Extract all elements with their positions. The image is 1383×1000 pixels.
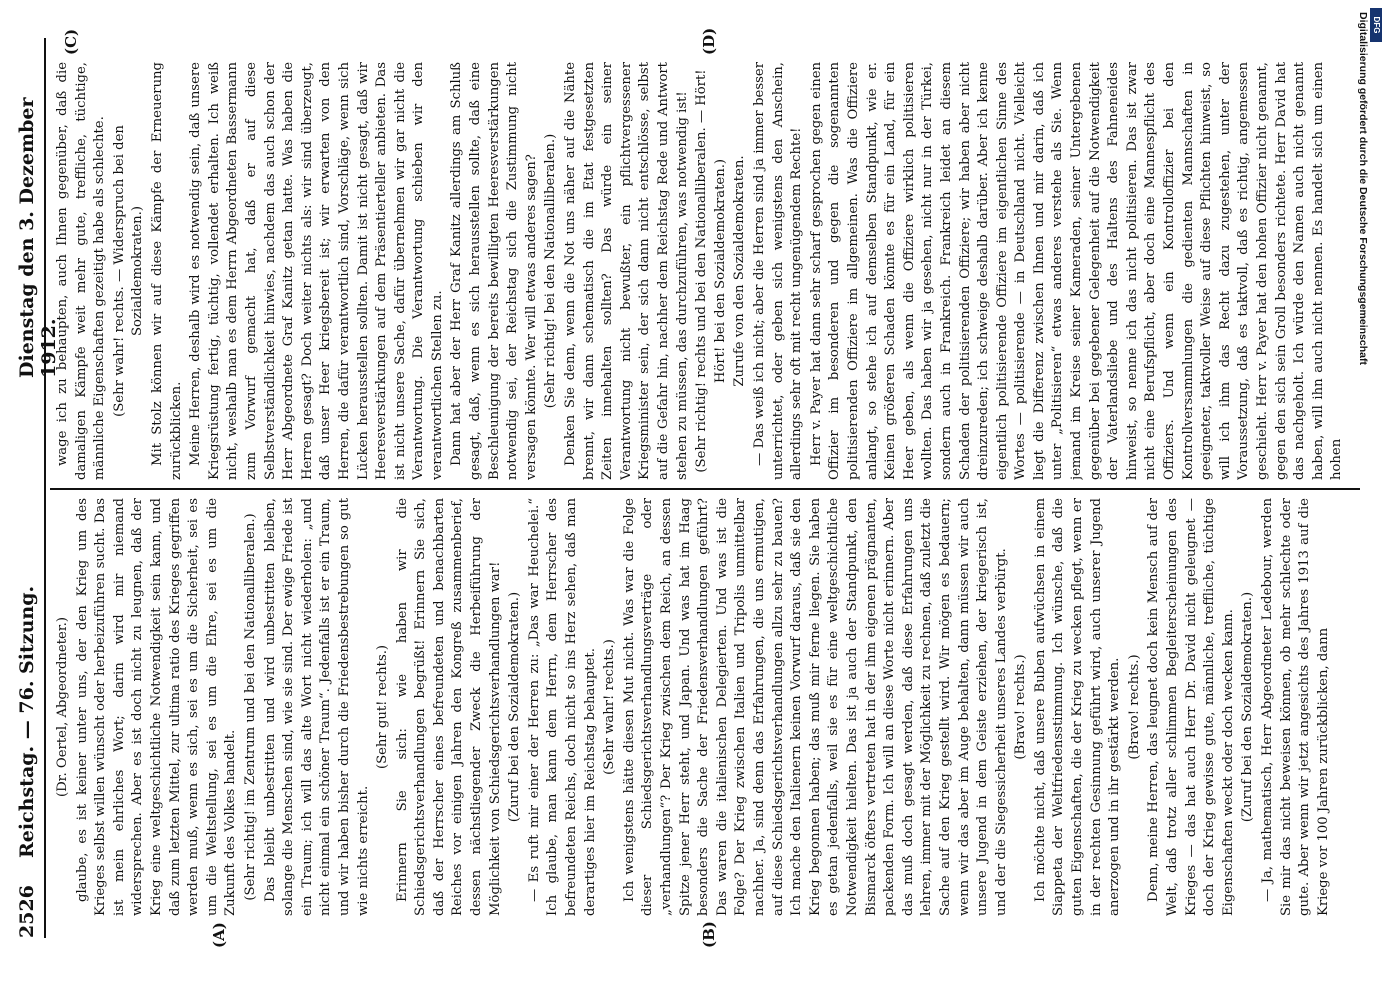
paragraph: Denken Sie denn, wenn die Not uns näher auf die Nähte brennt, wir dann schematisch die im Etat festgesetzten Zeiten innehalten sollten? Das würde ein seiner Verantwortung nicht bewußter, ein pflichtvergessener Kriegsminister sein, der sich dann nicht entschlösse, selbst auf die Gefahr hin, nachher dem Reichstag Rede und Antwort stehen zu müssen, das durchzuführen, was notwendig ist!	[563, 62, 690, 480]
header-left-title: Reichstag. — 76. Sitzung.	[16, 585, 38, 858]
interjection: (Zuruf bei den Sozialdemokraten.)	[1240, 591, 1256, 823]
digitization-caption	[1357, 12, 1369, 992]
dfg-logo	[1370, 8, 1382, 42]
paragraph: Das bleibt unbestritten und wird unbestritten bleiben, solange die Menschen sind, wie sie sind. Der ewige Friede ist ein Traum; ich will das alte Wort nicht wiederholen: „und nicht einmal ein schöner Traum“. Jedenfalls ist er ein Traum, und wir haben bisher durch die Friedensbestrebungen so gut wie nichts erreicht.	[262, 498, 371, 916]
margin-marker-b: (B)	[700, 921, 718, 948]
interjection: (Sehr gut! rechts.)	[375, 644, 391, 770]
interjection: (Sehr richtig! rechts und bei den Nationalliberalen. — Hört! Hört! bei den Sozialdemokraten.)	[694, 69, 728, 473]
interjection: (Sehr wahr! rechts. — Widerspruch bei den Sozialdemokraten.)	[111, 125, 146, 417]
paragraph: — Das weiß ich nicht; aber die Herren sind ja immer besser unterrichtet, oder geben sich wenigstens den Anschein, allerdings sehr oft mit recht ungenügendem Rechte!	[751, 62, 805, 480]
left-text-column	[54, 498, 1354, 916]
paragraph: Herr v. Payer hat dann sehr scharf gesprochen gegen einen Offizier im besonderen und gegen die sogenannten politisierenden Offiziere im allgemeinen. Was die Offiziere anlangt, so stehe ich auf demselben Standpunkt, wie er. Keinen größeren Schaden könnte es für ein Land, für ein Heer geben, als wenn die Offiziere wirklich politisieren wollten. Das haben wir ja gesehen, nicht nur in der Türkei, sondern auch in Frankreich. Frankreich leidet an diesem Schaden der politisierenden Offiziere; wir haben aber nicht dreinzureden; ich schweige deshalb darüber. Aber ich kenne eigentlich politisierende Offiziere im eigentlichen Sinne des Wortes — politisierende — in Deutschland nicht. Vielleicht liegt die Differenz zwischen Ihnen und mir darin, daß ich unter „Politisieren“ etwas anderes verstehe als Sie. Wenn jemand im Kreise seiner Kameraden, seiner Untergebenen gegenüber bei gegebener Gelegenheit auf die Notwendigkeit der Vaterlandsliebe und des Haltens des Fahneneides hinweist, so nenne ich das nicht politisieren. Das ist zwar nicht eine Berufspflicht, aber doch eine Mannespflicht des Offiziers. Und wenn ein Kontrolloffizier bei den Kontrollversammlungen die gedienten Mannschaften in geeigneter, taktvoller Weise auf diese Pflichten hinweist, so will ich ihm das Recht dazu zugestehen, unter der Voraussetzung, daß es taktvoll, daß es richtig, angemessen geschieht. Herr v. Payer hat den hohen Offizier nicht genannt, gegen den sich sein Groll besonders richtete. Herr David hat das nachgeholt. Ich würde den Namen auch nicht genannt haben, will ihn auch nicht nennen. Es handelt sich um einen hohen	[808, 62, 1345, 480]
margin-marker-d: (D)	[700, 27, 718, 55]
paragraph: Denn, meine Herren, das leugnet doch kein Mensch auf der Welt, daß trotz aller schlimmen Begleiterscheinungen des Krieges — das hat auch Herr Dr. David nicht geleugnet — doch der Krieg gewisse gute, männliche, treffliche, tüchtige Eigenschaften weckt oder doch wecken kann.	[1146, 498, 1236, 916]
page-number: 2526	[16, 885, 38, 938]
column-divider	[50, 488, 1360, 490]
interjection: (Dr. Oertel, Abgeordneter.)	[55, 616, 70, 798]
margin-marker-c: (C)	[62, 28, 80, 55]
paragraph: Dann hat aber der Herr Graf Kanitz allerdings am Schluß gesagt, daß, wenn es sich herausstellen sollte, daß eine Beschleunigung der bereits bewilligten Heeresverstärkungen notwendig sei, der Reichstag sich die Zustimmung nicht versagen könnte. Wer will etwas anderes sagen?	[449, 62, 539, 480]
interjection: (Sehr richtig! bei den Nationalliberalen.)	[543, 133, 559, 409]
paragraph: — Es ruft mir einer der Herren zu: „Das war Heuchelei.“ Ich glaube, man kann dem Herrn, dem Herrscher des befreundeten Reichs, doch nicht so ins Herz sehen, daß man derartiges hier im Reichstag behauptet.	[526, 498, 598, 916]
margin-marker-a: (A)	[210, 922, 228, 948]
interjection: Zurufe von den Sozialdemokraten.	[732, 155, 748, 387]
paragraph: wage ich zu behaupten, auch Ihnen gegenüber, daß die damaligen Kämpfe weit mehr gute, treffliche, tüchtige, männliche Eigenschaften gezeitigt habe als schlechte.	[55, 62, 108, 480]
paragraph: Mit Stolz können wir auf diese Kämpfe der Erneuerung zurückblicken.	[149, 62, 184, 480]
interjection: (Sehr richtig! im Zentrum und bei den Nationalliberalen.)	[242, 513, 258, 901]
paragraph: Ich wenigstens hätte diesen Mut nicht. Was war die Folge dieser Schiedsgerichtsverhandlungsverträge oder „verhandlungen“? Der Krieg zwischen dem Reich, an dessen Spitze jener Herr steht, und Japan. Und was hat im Haag besonders die Sache der Friedensverhandlungen geführt? Das waren die italienischen Delegierten. Und was ist die Folge? Der Krieg zwischen Italien und Tripolis unmittelbar nachher. Ja, sind denn das Erfahrungen, die uns ermutigen, auf diese Schiedsgerichtsverhandlungen allzu sehr zu bauen? Ich mache den Italienern keinen Vorwurf daraus, daß sie den Krieg begonnen haben; das muß mir ferne liegen. Sie haben es getan jedenfalls, weil sie es für eine weltgeschichtliche Notwendigkeit hielten. Das ist ja auch der Standpunkt, den Bismarck öfters vertreten hat in der ihm eigenen prägnanten, packenden Form. Ich will an diese Worte nicht erinnern. Aber das muß doch gesagt werden, daß diese Erfahrungen uns lehren, immer mit der Möglichkeit zu rechnen, daß zuletzt die Sache auf den Krieg gestellt wird. Wir mögen es bedauern; wenn wir das aber im Auge behalten, dann müssen wir auch unsere Jugend in dem Geiste erziehen, der kriegerisch ist, und der die Siegessicherheit unseres Landes verbürgt.	[621, 498, 1009, 916]
digitization-caption-text: Digitalisierung gefördert durch die Deutsche Forschungsgemeinschaft	[1357, 12, 1369, 365]
interjection: (Zuruf bei den Sozialdemokraten.)	[507, 591, 523, 823]
paragraph: — Ja, mathematisch, Herr Abgeordneter Ledebour, werden Sie mir das nicht beweisen können, ob mehr schlechte oder gute. Aber wenn wir jetzt angesichts des Jahres 1913 auf die Kriege vor 100 Jahren zurückblicken, dann	[1260, 498, 1331, 916]
page-header	[10, 38, 60, 938]
interjection: (Bravo! rechts.)	[1126, 654, 1142, 760]
interjection: (Bravo! rechts.)	[1013, 654, 1029, 760]
dfg-logo-text: DFG	[1372, 16, 1381, 34]
paragraph: glaube, es ist keiner unter uns, der den Krieg um des Krieges selbst willen wünscht oder herbeizuführen sucht. Das ist mein ehrliches Wort; darin wird mir niemand widersprechen. Aber es ist doch nicht zu leugnen, daß der Krieg eine weltgeschichtliche Notwendigkeit sein kann, und daß zum letzten Mittel, zur ultima ratio des Krieges gegriffen werden muß, wenn es sich, sei es um die Sicherheit, sei es um die Weltstellung, sei es um die Ehre, sei es um die Zukunft des Volkes handelt.	[74, 498, 239, 916]
right-text-column	[54, 62, 1354, 480]
paragraph: Erinnern Sie sich: wie haben wir die Schiedsgerichtsverhandlungen begrüßt! Erinnern Sie sich, daß der Herrscher eines befreundeten und benachbarten Reiches vor einigen Jahren den Kongreß zusammenberief, dessen nächstliegender Zweck die Herbeiführung der Möglichkeit von Schiedsgerichtsverhandlungen war!	[394, 498, 503, 916]
header-right-title: Dienstag den 3. Dezember 1912.	[16, 97, 60, 378]
paragraph: Ich möchte nicht, daß unsere Buben aufwüchsen in einem Siappeta der Weltfriedensstimmung. Ich wünsche, daß die guten Eigenschaften, die der Krieg zu wecken pflegt, wenn er in der rechten Gesinnung geführt wird, auch unserer Jugend anerzogen und in ihr gestärkt werden.	[1032, 498, 1123, 916]
paragraph: Meine Herren, deshalb wird es notwendig sein, daß unsere Kriegsrüstung fertig, tüchtig, vollendet erhalten. Ich weiß nicht, weshalb man es dem Herrn Abgeordneten Bassermann zum Vorwurf gemacht hat, daß er auf diese Selbstverständlichkeit hinwies, nachdem das auch schon der Herr Abgeordnete Graf Kanitz getan hatte. Was haben die Herren gesagt? Doch weiter nichts als: wir sind überzeugt, daß unser Heer kriegsbereit ist; wir erwarten von den Herren, die dafür verantwortlich sind, Vorschläge, wenn sich Lücken herausstellen sollten. Damit ist nicht gesagt, daß wir Heeresverstärkungen auf dem Präsentierteller anbieten. Das ist nicht unsere Sache, dafür übernehmen wir gar nicht die Verantwortung. Die Verantwortung schieben wir den verantwortlichen Stellen zu.	[188, 62, 445, 480]
interjection: (Sehr wahr! rechts.)	[602, 639, 618, 775]
